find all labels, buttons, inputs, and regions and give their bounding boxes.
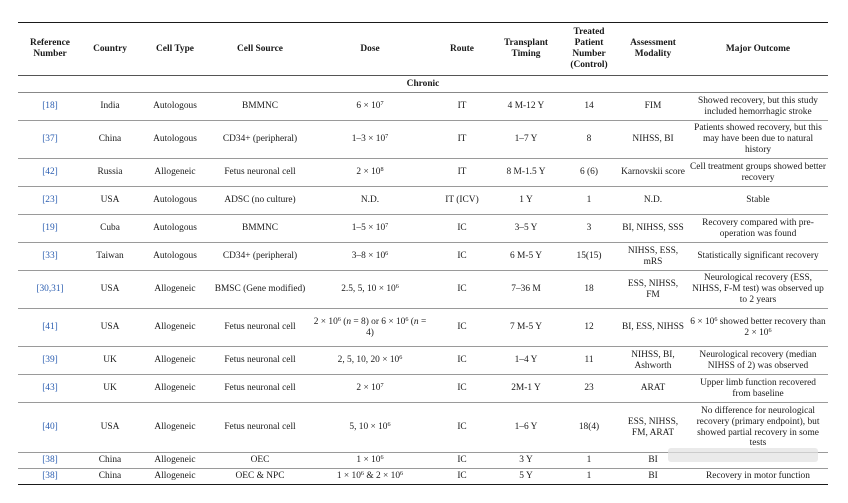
reference-link[interactable]: [18]: [42, 101, 58, 112]
cell-cell_type: Autologous: [138, 243, 212, 271]
cell-ref: [18, 159, 82, 187]
cell-assessment: NIHSS, BI, Ashworth: [618, 347, 688, 375]
cell-cell_type: Allogeneic: [138, 159, 212, 187]
cell-cell_type: Allogeneic: [138, 403, 212, 453]
section-row: [18, 76, 828, 93]
cell-patients: 6 (6): [560, 159, 618, 187]
cell-ref: [18, 403, 82, 453]
reference-link[interactable]: [37]: [42, 134, 58, 145]
section-label: Chronic: [18, 76, 828, 93]
reference-link[interactable]: [38]: [42, 471, 58, 482]
cell-route: IC: [432, 375, 492, 403]
cell-patients: 18: [560, 271, 618, 309]
reference-link[interactable]: [19]: [42, 223, 58, 234]
cell-dose: $1 \times 10^6$: [308, 453, 432, 469]
cell-source: Fetus neuronal cell: [212, 403, 308, 453]
cell-route: IC: [432, 469, 492, 485]
cell-source: BMMNC: [212, 215, 308, 243]
cell-outcome: Recovery compared with pre-operation was found: [688, 215, 828, 243]
cell-outcome: Cell treatment groups showed better recovery: [688, 159, 828, 187]
cell-dose: $2 \times 10^6$ (n = 8) or $6 \times 10^6$ (n = 4): [308, 309, 432, 347]
cell-ref: [18, 375, 82, 403]
cell-source: ADSC (no culture): [212, 187, 308, 215]
cell-patients: 18(4): [560, 403, 618, 453]
cell-patients: 1: [560, 453, 618, 469]
cell-country: China: [82, 453, 138, 469]
cell-cell_type: Autologous: [138, 93, 212, 121]
cell-timing: 2M-1 Y: [492, 375, 560, 403]
cell-timing: 1–6 Y: [492, 403, 560, 453]
cell-country: India: [82, 93, 138, 121]
cell-country: China: [82, 469, 138, 485]
cell-patients: 23: [560, 375, 618, 403]
column-header: Dose: [308, 23, 432, 76]
table-row: [18, 159, 828, 187]
cell-country: USA: [82, 403, 138, 453]
cell-route: IC: [432, 347, 492, 375]
cell-cell_type: Autologous: [138, 187, 212, 215]
cell-route: IC: [432, 243, 492, 271]
cell-source: Fetus neuronal cell: [212, 347, 308, 375]
cell-assessment: ESS, NIHSS, FM: [618, 271, 688, 309]
cell-dose: 5, $10 \times 10^6$: [308, 403, 432, 453]
cell-ref: [18, 453, 82, 469]
cell-route: IC: [432, 403, 492, 453]
table-row: [18, 271, 828, 309]
cell-dose: $1 \times 10^6$ & $2 \times 10^6$: [308, 469, 432, 485]
cell-ref: [18, 187, 82, 215]
cell-route: IT (ICV): [432, 187, 492, 215]
cell-timing: 8 M-1.5 Y: [492, 159, 560, 187]
column-header: Cell Type: [138, 23, 212, 76]
cell-timing: 1–7 Y: [492, 121, 560, 159]
cell-dose: $3-8 \times 10^6$: [308, 243, 432, 271]
cell-patients: 12: [560, 309, 618, 347]
cell-route: IC: [432, 271, 492, 309]
column-header: Transplant Timing: [492, 23, 560, 76]
cell-outcome: Patients showed recovery, but this may have been due to natural history: [688, 121, 828, 159]
column-header: Cell Source: [212, 23, 308, 76]
table-header-row: [18, 23, 828, 76]
cell-ref: [18, 243, 82, 271]
cell-cell_type: Allogeneic: [138, 469, 212, 485]
cell-ref: [18, 93, 82, 121]
cell-ref: [18, 347, 82, 375]
reference-link[interactable]: [42]: [42, 167, 58, 178]
cell-assessment: ARAT: [618, 375, 688, 403]
cell-country: Cuba: [82, 215, 138, 243]
cell-outcome: $6 \times 10^6$ showed better recovery than $2 \times 10^6$: [688, 309, 828, 347]
reference-link[interactable]: [33]: [42, 251, 58, 262]
cell-cell_type: Allogeneic: [138, 347, 212, 375]
cell-dose: 2, 5, 10, $20 \times 10^6$: [308, 347, 432, 375]
cell-source: Fetus neuronal cell: [212, 159, 308, 187]
cell-timing: 3 Y: [492, 453, 560, 469]
cell-country: China: [82, 121, 138, 159]
cell-timing: 3–5 Y: [492, 215, 560, 243]
cell-patients: 8: [560, 121, 618, 159]
cell-timing: 5 Y: [492, 469, 560, 485]
cell-country: UK: [82, 375, 138, 403]
cell-country: Taiwan: [82, 243, 138, 271]
cell-assessment: NIHSS, BI: [618, 121, 688, 159]
cell-outcome: Statistically significant recovery: [688, 243, 828, 271]
reference-link[interactable]: [23]: [42, 195, 58, 206]
table-container: [18, 22, 828, 485]
cell-route: IC: [432, 453, 492, 469]
cell-ref: [18, 121, 82, 159]
cell-route: IC: [432, 215, 492, 243]
cell-route: IT: [432, 121, 492, 159]
cell-assessment: BI: [618, 453, 688, 469]
cell-country: USA: [82, 309, 138, 347]
cell-outcome: No difference for neurological recovery (primary endpoint), but showed partial recovery in some tests: [688, 403, 828, 453]
cell-dose: $1-3 \times 10^7$: [308, 121, 432, 159]
cell-patients: 15(15): [560, 243, 618, 271]
reference-link[interactable]: [41]: [42, 322, 58, 333]
cell-country: USA: [82, 271, 138, 309]
column-header: Country: [82, 23, 138, 76]
cell-ref: [18, 271, 82, 309]
cell-outcome: Showed recovery, but this study included hemorrhagic stroke: [688, 93, 828, 121]
cell-assessment: BI: [618, 469, 688, 485]
table-row: [18, 403, 828, 453]
cell-assessment: NIHSS, ESS, mRS: [618, 243, 688, 271]
table-row: [18, 93, 828, 121]
cell-source: BMMNC: [212, 93, 308, 121]
cell-dose: N.D.: [308, 187, 432, 215]
cell-timing: 7 M-5 Y: [492, 309, 560, 347]
cell-outcome: Recovery in motor function: [688, 469, 828, 485]
column-header: Treated Patient Number (Control): [560, 23, 618, 76]
cell-assessment: BI, ESS, NIHSS: [618, 309, 688, 347]
cell-source: Fetus neuronal cell: [212, 375, 308, 403]
cell-outcome: Neurological recovery (median NIHSS of 2) was observed: [688, 347, 828, 375]
cell-timing: 4 M-12 Y: [492, 93, 560, 121]
reference-link[interactable]: [30,31]: [36, 284, 64, 295]
cell-patients: 11: [560, 347, 618, 375]
cell-assessment: ESS, NIHSS, FM, ARAT: [618, 403, 688, 453]
cell-source: OEC & NPC: [212, 469, 308, 485]
cell-assessment: N.D.: [618, 187, 688, 215]
cell-assessment: FIM: [618, 93, 688, 121]
cell-patients: 3: [560, 215, 618, 243]
cell-timing: 6 M-5 Y: [492, 243, 560, 271]
cell-cell_type: Autologous: [138, 121, 212, 159]
cell-route: IT: [432, 159, 492, 187]
cell-dose: $1-5 \times 10^7$: [308, 215, 432, 243]
cell-timing: 1 Y: [492, 187, 560, 215]
cell-outcome: Upper limb function recovered from baseline: [688, 375, 828, 403]
table-row: [18, 375, 828, 403]
column-header: Route: [432, 23, 492, 76]
cell-source: CD34+ (peripheral): [212, 121, 308, 159]
cell-timing: 7–36 M: [492, 271, 560, 309]
cell-ref: [18, 469, 82, 485]
cell-cell_type: Autologous: [138, 215, 212, 243]
cell-source: OEC: [212, 453, 308, 469]
cell-dose: $2 \times 10^8$: [308, 159, 432, 187]
cell-assessment: Karnovskii score: [618, 159, 688, 187]
cell-source: Fetus neuronal cell: [212, 309, 308, 347]
table-row: [18, 309, 828, 347]
table-row: [18, 187, 828, 215]
column-header: Major Outcome: [688, 23, 828, 76]
reference-link[interactable]: [38]: [42, 455, 58, 466]
table-row: [18, 215, 828, 243]
cell-dose: $2 \times 10^7$: [308, 375, 432, 403]
cell-patients: 14: [560, 93, 618, 121]
column-header: Reference Number: [18, 23, 82, 76]
cell-source: BMSC (Gene modified): [212, 271, 308, 309]
cell-ref: [18, 309, 82, 347]
cell-assessment: BI, NIHSS, SSS: [618, 215, 688, 243]
cell-patients: 1: [560, 187, 618, 215]
cell-cell_type: Allogeneic: [138, 271, 212, 309]
reference-link[interactable]: [39]: [42, 355, 58, 366]
table-row: [18, 469, 828, 485]
cell-ref: [18, 215, 82, 243]
cell-outcome: Neurological recovery (ESS, NIHSS, F-M test) was observed up to 2 years: [688, 271, 828, 309]
watermark-overlay: [668, 448, 818, 462]
cell-country: USA: [82, 187, 138, 215]
table-row: [18, 121, 828, 159]
cell-cell_type: Allogeneic: [138, 375, 212, 403]
reference-link[interactable]: [40]: [42, 422, 58, 433]
table-row: [18, 347, 828, 375]
cell-source: CD34+ (peripheral): [212, 243, 308, 271]
cell-route: IT: [432, 93, 492, 121]
cell-route: IC: [432, 309, 492, 347]
cell-cell_type: Allogeneic: [138, 453, 212, 469]
cell-outcome: Stable: [688, 187, 828, 215]
cell-patients: 1: [560, 469, 618, 485]
table-row: [18, 243, 828, 271]
cell-country: UK: [82, 347, 138, 375]
cell-country: Russia: [82, 159, 138, 187]
reference-link[interactable]: [43]: [42, 383, 58, 394]
cell-dose: 2.5, 5, $10 \times 10^6$: [308, 271, 432, 309]
cell-cell_type: Allogeneic: [138, 309, 212, 347]
cell-timing: 1–4 Y: [492, 347, 560, 375]
clinical-trials-table: [18, 22, 828, 485]
column-header: Assessment Modality: [618, 23, 688, 76]
cell-dose: $6 \times 10^7$: [308, 93, 432, 121]
